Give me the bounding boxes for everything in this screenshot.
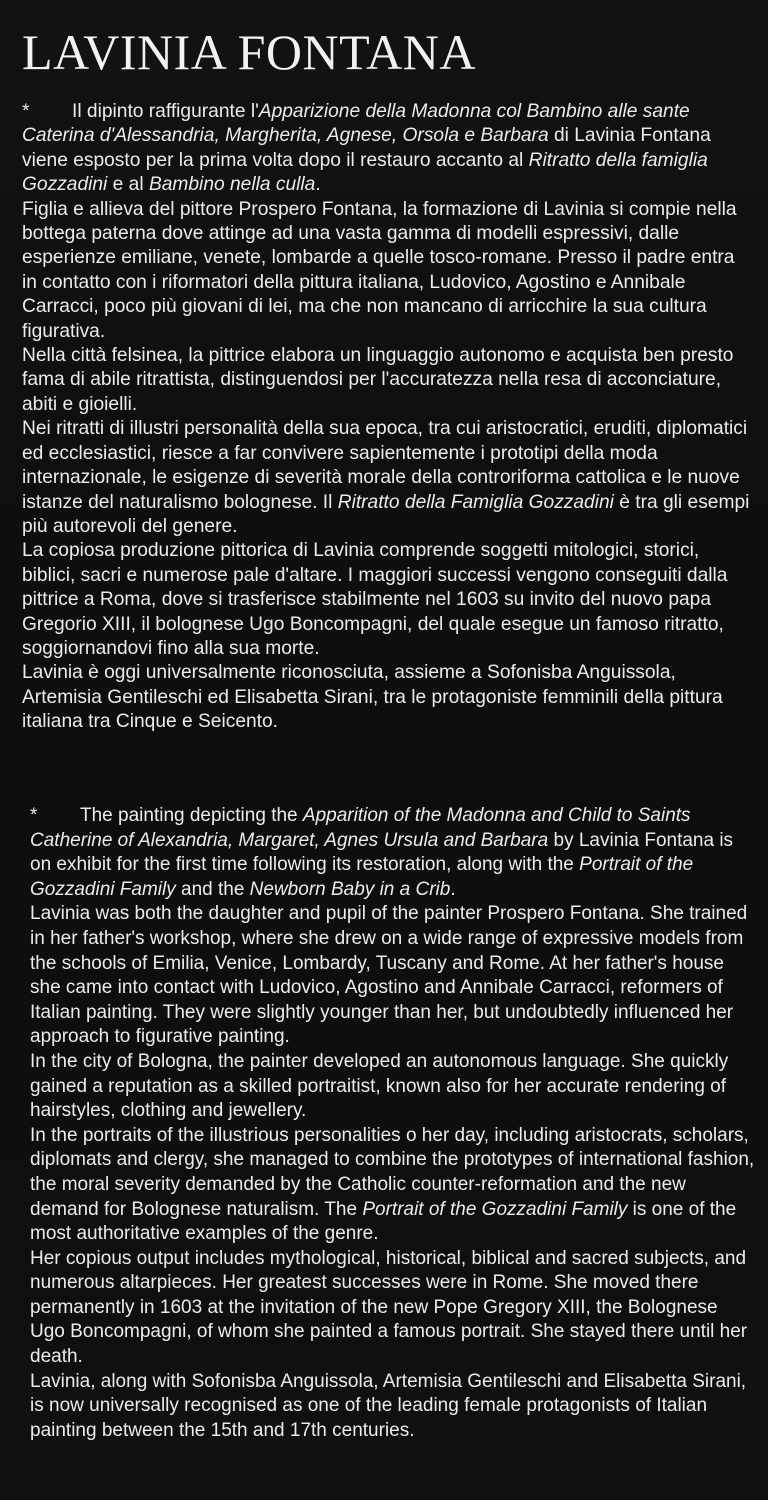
text-run: e al: [107, 174, 149, 196]
text-run: is one of the most authoritative examples of the genre.: [30, 1198, 737, 1245]
italian-paragraph-1: [22, 100, 752, 198]
text-run: Il dipinto raffigurante l': [72, 101, 259, 122]
artwork-title: Ritratto della famiglia Gozzadini: [22, 149, 708, 196]
english-paragraph-1: [30, 804, 755, 902]
artwork-title: Apparition of the Madonna and Child to Saints Catherine of Alexandria, Margaret, Agnes Ursula and Barbara: [30, 805, 691, 851]
italian-paragraph-4: [22, 417, 752, 539]
text-run: Nei ritratti di illustri personalità della sua epoca, tra cui aristocratici, eruditi, diplomatici ed ecclesiastici, riesce a far convivere sapientemente i prototipi della moda internazionale, le esigenze di severità morale della controriforma cattolica e le nuove istanze del naturalismo bolognese. Il: [22, 418, 748, 513]
italian-paragraph-6: Lavinia è oggi universalmente riconosciuta, assieme a Sofonisba Anguissola, Artemisia Gentileschi ed Elisabetta Sirani, tra le protagoniste femminili della pittura italiana tra Cinque e Seicento.: [22, 662, 723, 733]
english-paragraph-3: In the city of Bologna, the painter developed an autonomous language. She quickly gained a reputation as a skilled portraitist, known also for her accurate rendering of hairstyles, clothing and jewellery.: [30, 1050, 729, 1122]
text-run: and the: [175, 878, 250, 900]
text-run: di Lavinia Fontana viene esposto per la prima volta dopo il restauro accanto al: [22, 125, 711, 171]
english-paragraph-5: Her copious output includes mythological, historical, biblical and sacred subjects, and numerous altarpieces. Her greatest successes were in Rome. She moved there permanently in 1603 at the invitation of the new Pope Gregory XIII, the Bolognese Ugo Boncompagni, of whom she painted a famous portrait. She stayed there until her death.: [30, 1247, 748, 1368]
english-text-block: [30, 804, 755, 1443]
artwork-title: Portrait of the Gozzadini Family: [30, 854, 694, 900]
artwork-title: Portrait of the Gozzadini Family: [362, 1198, 628, 1220]
page-title: LAVINIA FONTANA: [22, 24, 476, 80]
asterisk-marker: *: [30, 805, 38, 826]
italian-paragraph-3: Nella città felsinea, la pittrice elabora un linguaggio autonomo e acquista ben presto fama di abile ritrattista, distinguendosi per l'accuratezza nella resa di acconciature, abiti e gioielli.: [22, 345, 734, 415]
artwork-title: Newborn Baby in a Crib: [249, 878, 451, 900]
italian-paragraph-2: Figlia e allieva del pittore Prospero Fontana, la formazione di Lavinia si compie nella bottega paterna dove attinge ad una vasta gamma di modelli espressivi, dalle esperienze emiliane, venete, lombarde a quelle tosco-romane. Presso il padre entra in contatto con i riformatori della pittura italiana, Ludovico, Agostino e Annibale Carracci, poco più giovani di lei, ma che non mancano di arricchire la sua cultura figurativa.: [22, 198, 737, 342]
english-paragraph-6: Lavinia, along with Sofonisba Anguissola, Artemisia Gentileschi and Elisabetta Sirani, is now universally recognised as one of the leading female protagonists of Italian painting between the 15th and 17th centuries.: [30, 1370, 747, 1441]
english-paragraph-2: Lavinia was both the daughter and pupil of the painter Prospero Fontana. She trained in her father's workshop, where she drew on a wide range of expressive models from the schools of Emilia, Venice, Lombardy, Tuscany and Rome. At her father's house she came into contact with Ludovico, Agostino and Annibale Carracci, reformers of Italian painting. They were slightly younger than her, but undoubtedly influenced her approach to figurative painting.: [30, 903, 748, 1048]
text-run: by Lavinia Fontana is on exhibit for the first time following its restoration, along with the: [30, 829, 734, 876]
english-paragraph-4: [30, 1124, 755, 1247]
text-run: The painting depicting the: [80, 805, 303, 826]
artwork-title: Ritratto della Famiglia Gozzadini: [337, 491, 614, 513]
text-run: .: [315, 174, 321, 196]
artwork-title: Apparizione della Madonna col Bambino alle sante Caterina d'Alessandria, Margherita, Agnese, Orsola e Barbara: [22, 101, 690, 147]
text-run: In the portraits of the illustrious personalities o her day, including aristocrats, scholars, diplomats and clergy, she managed to combine the prototypes of international fashion, the moral severity demanded by the Catholic counter-reformation and the new demand for Bolognese naturalism. The: [30, 1124, 755, 1220]
italian-paragraph-5: La copiosa produzione pittorica di Lavinia comprende soggetti mitologici, storici, biblici, sacri e numerose pale d'altare. I maggiori successi vengono conseguiti dalla pittrice a Roma, dove si trasferisce stabilmente nel 1603 su invito del nuovo papa Gregorio XIII, il bolognese Ugo Boncompagni, del quale esegue un famoso ritratto, soggiornandovi fino alla sua morte.: [22, 540, 728, 659]
text-run: .: [450, 878, 456, 900]
text-run: è tra gli esempi più autorevoli del genere.: [22, 491, 750, 537]
artwork-title: Bambino nella culla: [148, 174, 316, 196]
italian-text-block: [22, 100, 752, 735]
asterisk-marker: *: [22, 101, 30, 122]
